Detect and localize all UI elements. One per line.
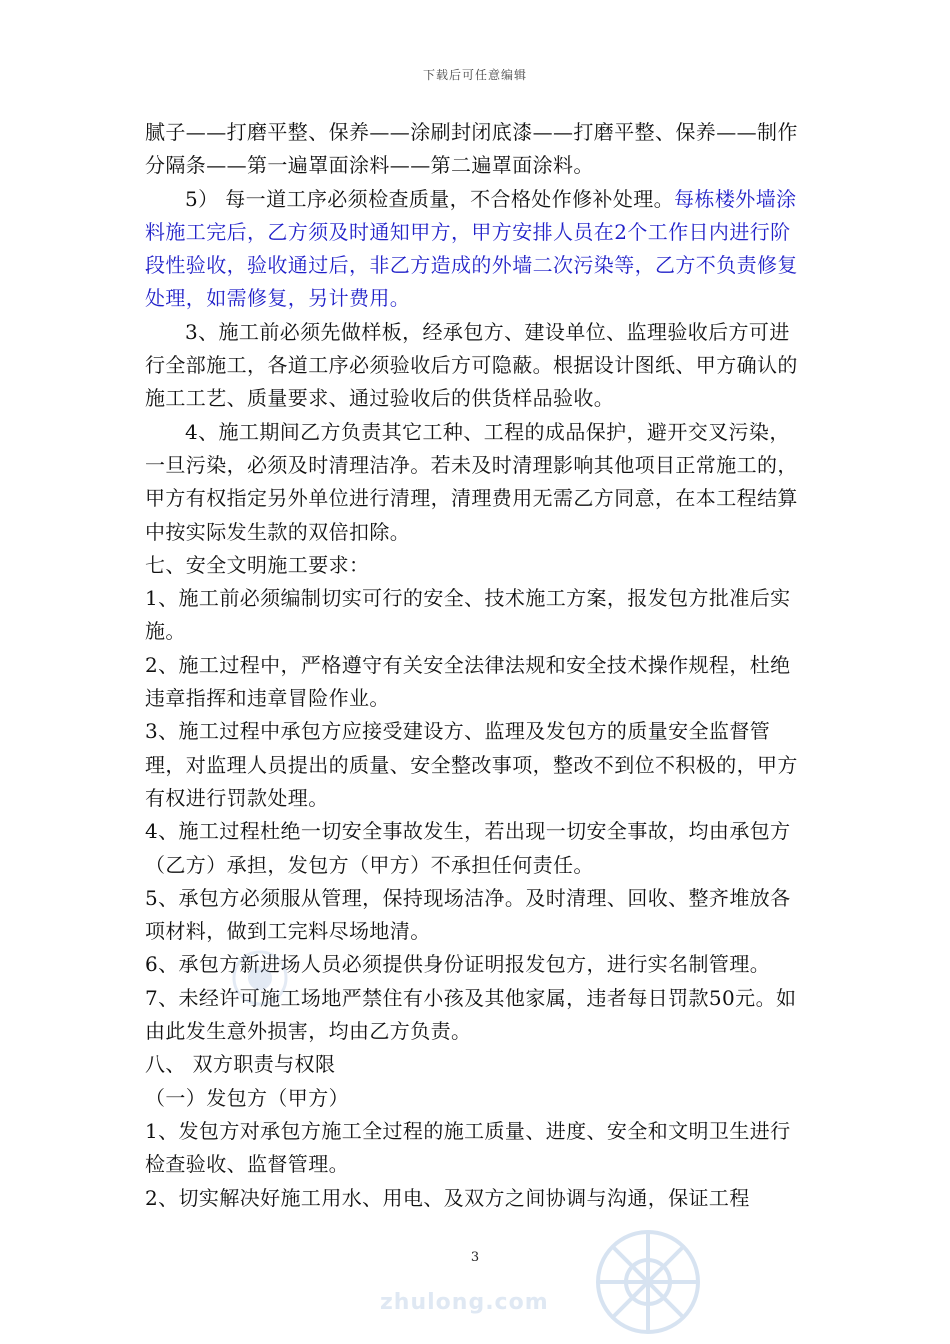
faint-watermark-mark-icon <box>230 948 290 1008</box>
paragraph-product-protection: 4、施工期间乙方负责其它工种、工程的成品保护，避开交叉污染，一旦污染，必须及时清理洁净。若未及时清理影响其他项目正常施工的，甲方有权指定另外单位进行清理，清理费用无需乙方同意，在本工程结算中按实际发生款的双倍扣除。 <box>145 419 798 544</box>
document-body <box>145 116 805 1215</box>
safety-item-1: 1、施工前必须编制切实可行的安全、技术施工方案，报发包方批准后实施。 <box>145 586 791 644</box>
employer-item-1: 1、发包方对承包方施工全过程的施工质量、进度、安全和文明卫生进行检查验收、监督管理。 <box>145 1118 791 1177</box>
page-header: 下载后可任意编辑 <box>422 68 527 82</box>
watermark-text: zhulong.com <box>380 1290 549 1315</box>
section-heading-responsibilities: 八、 双方职责与权限 <box>145 1052 336 1077</box>
snowflake-logo-icon <box>588 1222 708 1342</box>
section-heading-safety: 七、安全文明施工要求： <box>145 552 370 577</box>
subsection-heading-employer: （一）发包方（甲方） <box>145 1085 349 1110</box>
page-number: 3 <box>470 1250 480 1265</box>
highlighted-acceptance-clause: 每栋楼外墙涂料施工完后，乙方须及时通知甲方，甲方安排人员在2个工作日内进行阶段性验收，验收通过后，非乙方造成的外墙二次污染等，乙方不负责修复处理，如需修复，另计费用。 <box>145 186 798 311</box>
safety-item-4: 4、施工过程杜绝一切安全事故发生，若出现一切安全事故，均由承包方（乙方）承担，发包方（甲方）不承担任何责任。 <box>145 819 791 877</box>
safety-item-6: 6、承包方新进场人员必须提供身份证明报发包方，进行实名制管理。 <box>145 952 771 977</box>
safety-item-2: 2、施工过程中，严格遵守有关安全法律法规和安全技术操作规程，杜绝违章指挥和违章冒险作业。 <box>145 652 791 711</box>
safety-item-7: 7、未经许可施工场地严禁住有小孩及其他家属，违者每日罚款50元。如由此发生意外损害，均由乙方负责。 <box>145 985 797 1044</box>
paragraph-sample-board: 3、施工前必须先做样板，经承包方、建设单位、监理验收后方可进行全部施工，各道工序必须验收后方可隐蔽。根据设计图纸、甲方确认的施工工艺、质量要求、通过验收后的供货样品验收。 <box>145 319 798 411</box>
paragraph-process-steps: 腻子——打磨平整、保养——涂刷封闭底漆——打磨平整、保养——制作分隔条——第一遍罩面涂料——第二遍罩面涂料。 <box>145 120 798 178</box>
safety-item-3: 3、施工过程中承包方应接受建设方、监理及发包方的质量安全监督管理，对监理人员提出的质量、安全整改事项，整改不到位不积极的，甲方有权进行罚款处理。 <box>145 719 798 810</box>
paragraph-quality-check: 5） 每一道工序必须检查质量，不合格处作修补处理。每栋楼外墙涂料施工完后，乙方须及时通知甲方，甲方安排人员在2个工作日内进行阶段性验收，验收通过后，非乙方造成的外墙二次污染等，乙方不负责修复处理，如需修复，另计费用。 <box>145 186 798 311</box>
safety-item-5: 5、承包方必须服从管理，保持现场洁净。及时清理、回收、整齐堆放各项材料，做到工完料尽场地清。 <box>145 885 791 944</box>
employer-item-2: 2、切实解决好施工用水、用电、及双方之间协调与沟通，保证工程 <box>145 1185 750 1210</box>
